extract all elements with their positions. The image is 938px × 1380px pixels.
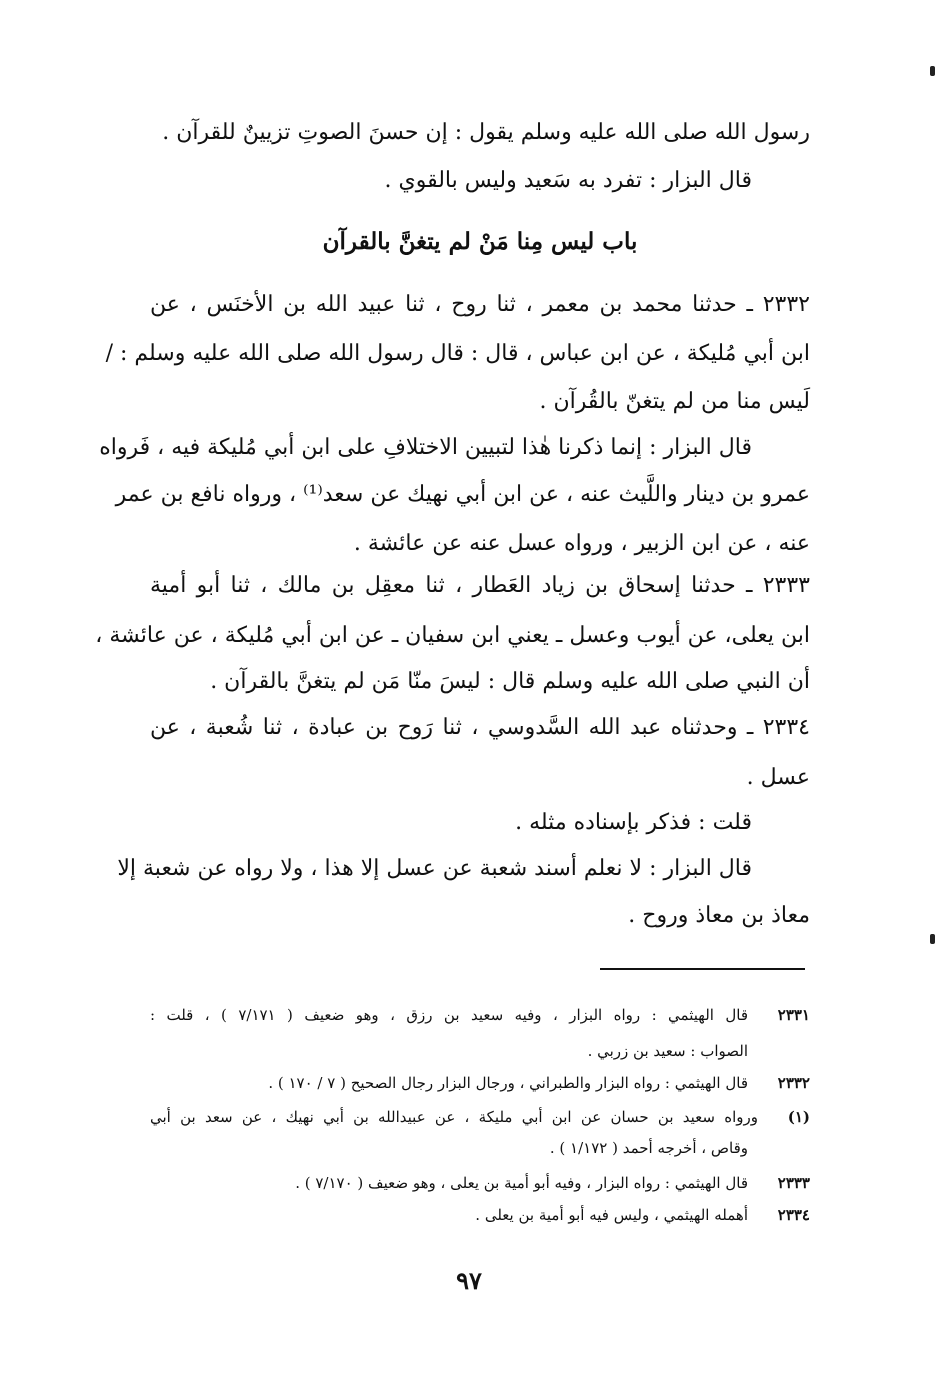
body-line-1: رسول الله صلى الله عليه وسلم يقول : إن حسنَ الصوتِ تزيينٌ للقرآن . [162,120,810,145]
body-line-9: عنه ، عن ابن الزبير ، ورواه عسل عنه عن عائشة . [353,531,810,556]
chapter-heading: باب ليس مِنا مَنْ لم يتغنَّ بالقرآن [322,228,638,255]
scan-mark [930,934,935,944]
footnote-row [150,1170,810,1196]
footnote-text: قال الهيثمي : رواه البزار ، وفيه أبو أمية بن يعلى ، وهو ضعيف ( ٧/١٧٠ ) . [295,1174,748,1192]
body-line-16: قال البزار : لا نعلم أسند شعبة عن عسل إلا هذا ، ولا رواه عن شعبة إلا [117,856,752,881]
footnote-text: قال الهيثمي : رواه البزار والطبراني ، ورجال البزار رجال الصحيح ( ٧ / ١٧٠ ) . [268,1074,748,1092]
footnote-number: ٢٣٣٣ [777,1174,810,1192]
footnote-number: ٢٣٣١ [777,1006,810,1024]
footnote-row [150,1135,810,1161]
footnote-text: أهمله الهيثمي ، وليس فيه أبو أمية بن يعلى . [475,1206,748,1224]
footnote-row [150,1038,810,1064]
body-line-10: ٢٣٣٣ ـ حدثنا إسحاق بن زياد العَطار ، ثنا معقِل بن مالك ، ثنا أبو أمية [150,573,810,598]
footnote-number: (١) [787,1108,810,1126]
footnote-text: قال الهيثمي : رواه البزار ، وفيه سعيد بن رزق ، وهو ضعيف ( ٧/١٧١ ) ، قلت : [150,1006,748,1024]
body-line-17: معاذ بن معاذ وروح . [628,903,810,928]
body-line-8: عمرو بن دينار واللَّيث عنه ، عن ابن أبي نهيك عن سعد⁽¹⁾ ، ورواه نافع بن عمر [115,482,810,507]
footnote-row [150,1202,810,1228]
body-line-4: ٢٣٣٢ ـ حدثنا محمد بن معمر ، ثنا روح ، ثنا عبيد الله بن الأخنَس ، عن [150,292,810,317]
footnote-separator [600,968,805,970]
body-line-11: ابن يعلى، عن أيوب وعسل ـ يعني ابن سفيان ـ عن ابن أبي مُليكة ، عن عائشة ، [95,623,810,648]
scan-mark [930,66,935,76]
body-line-15: قلت : فذكر بإسناده مثله . [515,810,752,835]
footnote-number: ٢٣٣٢ [777,1074,810,1092]
footnote-number: ٢٣٣٤ [777,1206,810,1224]
body-line-14: عسل . [746,765,810,790]
footnote-row [150,1104,810,1130]
footnote-text: ورواه سعيد بن حسان عن ابن أبي مليكة ، عن عبيدالله بن أبي نهيك ، عن سعد بن أبي [150,1108,758,1126]
body-line-6: لَيس منا من لم يتغنّ بالقُرآن . [539,389,810,414]
footnote-row [150,1002,810,1028]
page-number: ٩٧ [456,1266,482,1295]
footnote-text: الصواب : سعيد بن زربي . [587,1042,748,1060]
footnote-row [150,1070,810,1096]
body-line-12: أن النبي صلى الله عليه وسلم قال : ليسَ منّا مَن لم يتغنَّ بالقرآن . [210,669,810,694]
body-line-13: ٢٣٣٤ ـ وحدثناه عبد الله السَّدوسي ، ثنا رَوح بن عبادة ، ثنا شُعبة ، عن [150,715,810,740]
body-line-5: ابن أبي مُليكة ، عن ابن عباس ، قال : قال رسول الله صلى الله عليه وسلم : / [105,341,810,366]
footnote-text: وقاص ، أخرجه أحمد ( ١/١٧٢ ) . [549,1139,748,1157]
body-line-2: قال البزار : تفرد به سَعيد وليس بالقوي . [384,168,752,193]
body-line-7: قال البزار : إنما ذكرنا هٰذا لتبيين الاختلافِ على ابن أبي مُليكة فيه ، فَرواه [99,435,752,460]
